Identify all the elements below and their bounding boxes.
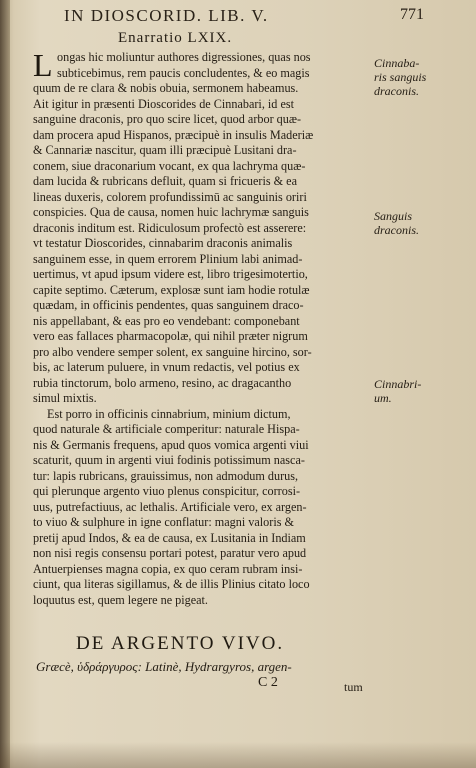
margin-note-sanguis-draconis	[374, 209, 440, 237]
margin-note-line: Sanguis	[374, 209, 413, 223]
paragraph-2	[33, 407, 369, 609]
text-line: quum de re clara & nobis obuia, sermonem habeamus.	[33, 81, 299, 95]
text-line: dam procera apud Hispanos, præcipuè in insulis Maderiæ	[33, 127, 314, 142]
text-line: Ait igitur in præsenti Dioscorides de Cinnabari, id est	[33, 96, 294, 111]
text-line: pro albo vendere semper solent, ex sanguine hircino, sor-	[33, 344, 312, 359]
text-line: & Cannariæ nascitur, quam illi præcipuè Lusitani dra-	[33, 143, 297, 157]
text-line: sanguinem esse, in quem errorem Plinium labi animad-	[33, 251, 303, 266]
section-heading: Enarratio LXIX.	[118, 30, 233, 46]
text-line: scaturit, quum in argenti viui fodinis potissimum nasca-	[33, 453, 305, 467]
text-line: rubia tinctorum, bolo armeno, resino, ac dragacantho	[33, 375, 292, 390]
text-line: non nisi regis consensu portari potest, paratur vero apud	[33, 546, 307, 560]
margin-note-cinnabaris	[374, 56, 440, 98]
text-line: Antuerpienses magna copia, ex quo ceram rubram insi-	[33, 561, 303, 576]
body-text	[33, 47, 369, 608]
text-line: draconis inditum est. Ridiculosum profectò est asserere:	[33, 220, 307, 235]
text-line: vt testatur Dioscorides, cinnabarim draconis animalis	[33, 236, 293, 250]
margin-note-line: draconis.	[374, 223, 419, 237]
text-line: quod naturale & artificiale comperitur: naturale Hispa-	[33, 422, 300, 436]
text-line: quædam, in officinis pendentes, quas sanguinem draco-	[33, 298, 304, 312]
text-line: dam lucida & rubricans defluit, quam si fricueris & ea	[33, 174, 297, 188]
text-line: nis appellabant, & eas pro eo vendebant: componebant	[33, 313, 300, 328]
drop-cap: L	[33, 47, 53, 83]
text-line: loquutus est, quem legere ne pigeat.	[33, 592, 208, 607]
text-line: uertimus, vt apud ipsum videre est, libro trigesimotertio,	[33, 267, 308, 281]
text-line: subticebimus, rem paucis concludentes, & eo magis	[57, 65, 310, 80]
margin-note-line: Cinnabri-	[374, 377, 422, 391]
paragraph-1	[33, 47, 369, 407]
text-line: ongas hic moliuntur authores digressiones, quas nos	[57, 50, 311, 64]
page-gutter	[0, 0, 10, 768]
names-line: Græcè, ὑδράργυρος: Latinè, Hydrargyros, argen-	[36, 659, 292, 674]
page-shadow	[0, 742, 476, 768]
page-number: 771	[400, 6, 424, 23]
text-line: vero eas fallaces pharmacopolæ, qui nihil præter nigrum	[33, 329, 308, 343]
text-line: bis, ac laterum puluere, in vnum redactis, vel potius ex	[33, 360, 300, 374]
signature-mark: C 2	[258, 675, 278, 690]
margin-note-line: draconis.	[374, 84, 419, 98]
margin-note-line: Cinnaba-	[374, 56, 420, 70]
text-line: lineas duxeris, colorem profundissimū ac sanguinis oriri	[33, 189, 307, 204]
chapter-title: DE ARGENTO VIVO.	[76, 633, 285, 654]
catchword: tum	[344, 680, 363, 694]
text-line: conem, siue draconarium vocant, ex qua lachryma quæ-	[33, 158, 306, 173]
text-line: ciunt, qua literas sigillamus, & de illis Plinius citato loco	[33, 577, 310, 591]
running-head: IN DIOSCORID. LIB. V.	[64, 6, 269, 25]
text-line: conspicies. Qua de causa, nomen huic lachrymæ sanguis	[33, 205, 309, 219]
margin-note-line: ris sanguis	[374, 70, 427, 84]
text-line: Est porro in officinis cinnabrium, minium dictum,	[47, 406, 291, 421]
text-line: capite septimo. Cæterum, explosæ sunt iam hodie rotulæ	[33, 282, 310, 297]
margin-note-cinnabrium	[374, 377, 440, 405]
text-line: simul mixtis.	[33, 391, 97, 405]
text-line: sanguine draconis, pro quo scire licet, quod arbor quæ-	[33, 112, 302, 126]
text-line: nis & Germanis frequens, apud quos vomica argenti viui	[33, 437, 309, 452]
text-line: uus, putrefactiuus, ac lethalis. Artificiale vero, ex argen-	[33, 499, 307, 514]
text-line: qui plerunque argento viuo plenus conspicitur, corrosi-	[33, 484, 301, 498]
text-line: pretij apud Indos, & ea de causa, ex Lusitania in Indiam	[33, 530, 306, 545]
text-line: tur: lapis rubricans, grauissimus, non admodum durus,	[33, 468, 299, 483]
text-line: to viuo & sulphure in igne conflatur: magni valoris &	[33, 515, 294, 529]
margin-note-line: um.	[374, 391, 392, 405]
